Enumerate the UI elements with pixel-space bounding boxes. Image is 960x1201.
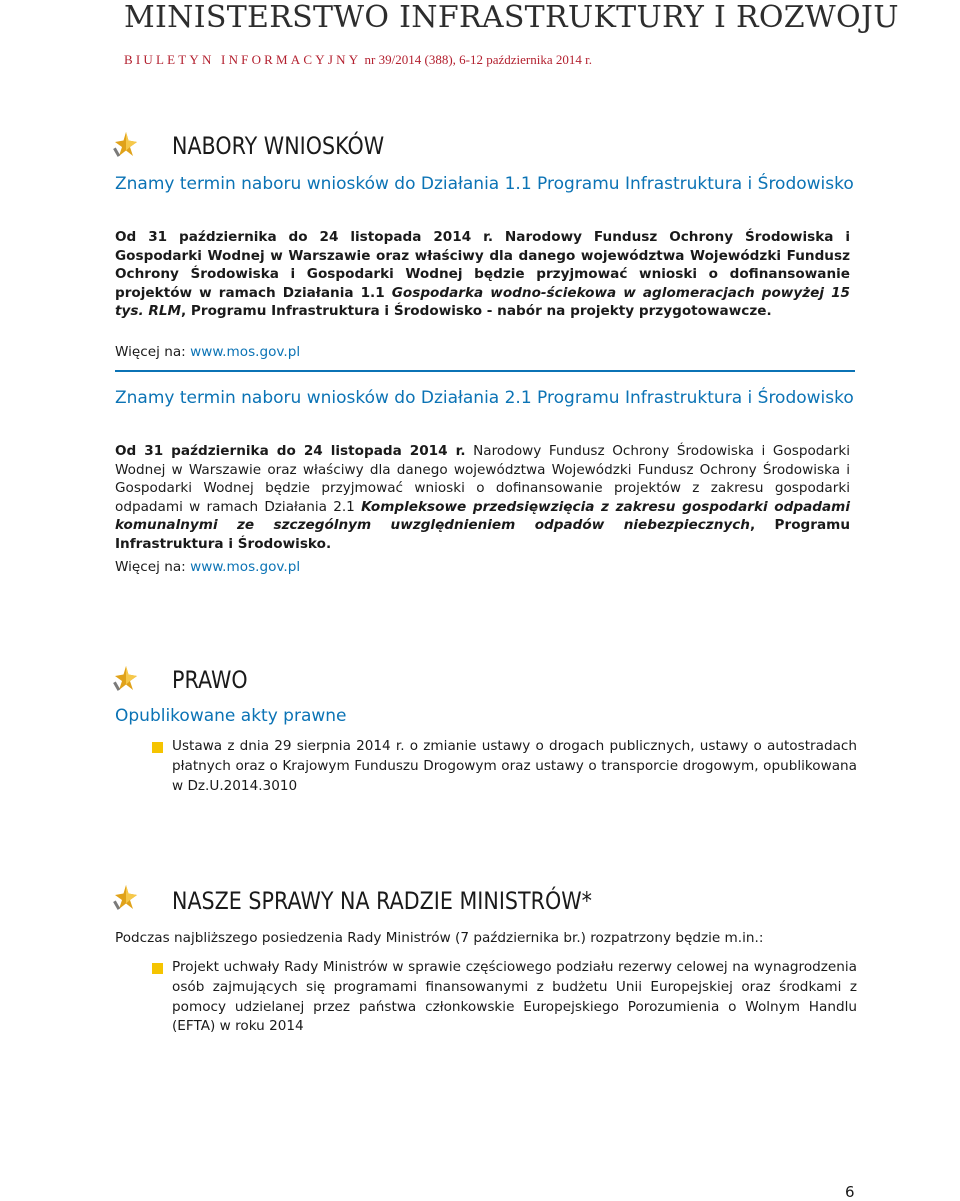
star-icon	[112, 666, 138, 692]
paragraph-italic: Gospodarka wodno-ściekowa w aglomeracjach powyżej 15 tys. RLM	[115, 284, 850, 319]
square-bullet-icon	[152, 742, 163, 753]
page-number: 6	[845, 1183, 855, 1201]
section-title-prawo: PRAWO	[172, 666, 248, 694]
star-icon	[112, 132, 138, 158]
more-info-2	[115, 559, 300, 575]
heading-akty-prawne: Opublikowane akty prawne	[115, 706, 347, 726]
paragraph-text-end: , Programu Infrastruktura i Środowisko - nabór na projekty przygotowawcze.	[181, 303, 772, 319]
intro-text: Podczas najbliższego posiedzenia Rady Ministrów (7 października br.) rozpatrzony będzie m.in.:	[115, 930, 764, 946]
more-link[interactable]: www.mos.gov.pl	[190, 559, 301, 575]
heading-nabor-1-1: Znamy termin naboru wniosków do Działania 1.1 Programu Infrastruktura i Środowisko	[115, 174, 854, 194]
section-title-sprawy: NASZE SPRAWY NA RADZIE MINISTRÓW*	[172, 887, 592, 915]
paragraph-date: Od 31 października do 24 listopada 2014 r.	[115, 443, 466, 459]
list-item-projekt-uchwaly: Projekt uchwały Rady Ministrów w sprawie częściowego podziału rezerwy celowej na wynagrodzenia osób zajmujących się programami finansowanymi z budżetu Unii Europejskiej oraz środkami z pomocy udzielanej przez państwa członkowskie Europejskiego Porozumienia o Wolnym Handlu (EFTA) w roku 2014	[172, 959, 857, 1035]
more-label: Więcej na:	[115, 344, 191, 360]
paragraph-text: Narodowy Fundusz Ochrony Środowiska i Gospodarki Wodnej w Warszawie oraz właściwy dla danego województwa Wojewódzki Fundusz Ochrony Środowiska i Gospodarki Wodnej będzie przyjmować wnioski o dofinansowanie projektów w ramach Działania 1.1	[115, 229, 850, 301]
bulletin-issue: nr 39/2014 (388), 6-12 października 2014 r.	[361, 52, 592, 67]
star-icon	[112, 885, 138, 911]
more-info-1	[115, 344, 300, 360]
masthead-subtitle	[124, 52, 592, 68]
paragraph-nabor-1-1	[115, 228, 850, 321]
paragraph-date: Od 31 października do 24 listopada 2014 r.	[115, 229, 493, 245]
paragraph-text: Narodowy Fundusz Ochrony Środowiska i Gospodarki Wodnej w Warszawie oraz właściwy dla danego województwa Wojewódzki Fundusz Ochrony Środowiska i Gospodarki Wodnej będzie przyjmować wnioski o dofinansowanie projektów z zakresu gospodarki odpadami w ramach Działania 2.1	[115, 443, 850, 515]
heading-nabor-2-1: Znamy termin naboru wniosków do Działania 2.1 Programu Infrastruktura i Środowisko	[115, 388, 854, 408]
section-divider	[115, 370, 855, 372]
paragraph-text-end: , Programu Infrastruktura i Środowisko.	[115, 517, 850, 552]
more-link[interactable]: www.mos.gov.pl	[190, 344, 301, 360]
bulletin-name: BIULETYN INFORMACYJNY	[124, 52, 362, 67]
list-item-ustawa: Ustawa z dnia 29 sierpnia 2014 r. o zmianie ustawy o drogach publicznych, ustawy o autostradach płatnych oraz o Krajowym Funduszu Drogowym oraz ustawy o transporcie drogowym, opublikowana w Dz.U.2014.3010	[172, 738, 857, 794]
paragraph-italic: Kompleksowe przedsięwzięcia z zakresu gospodarki odpadami komunalnymi ze szczególnym uwzględnieniem odpadów niebezpiecznych	[115, 498, 851, 533]
paragraph-nabor-2-1	[115, 442, 850, 553]
masthead-title: MINISTERSTWO INFRASTRUKTURY I ROZWOJU	[124, 0, 899, 35]
more-label: Więcej na:	[115, 559, 191, 575]
square-bullet-icon	[152, 963, 163, 974]
section-title-nabory: NABORY WNIOSKÓW	[172, 132, 385, 160]
masthead	[0, 0, 960, 90]
